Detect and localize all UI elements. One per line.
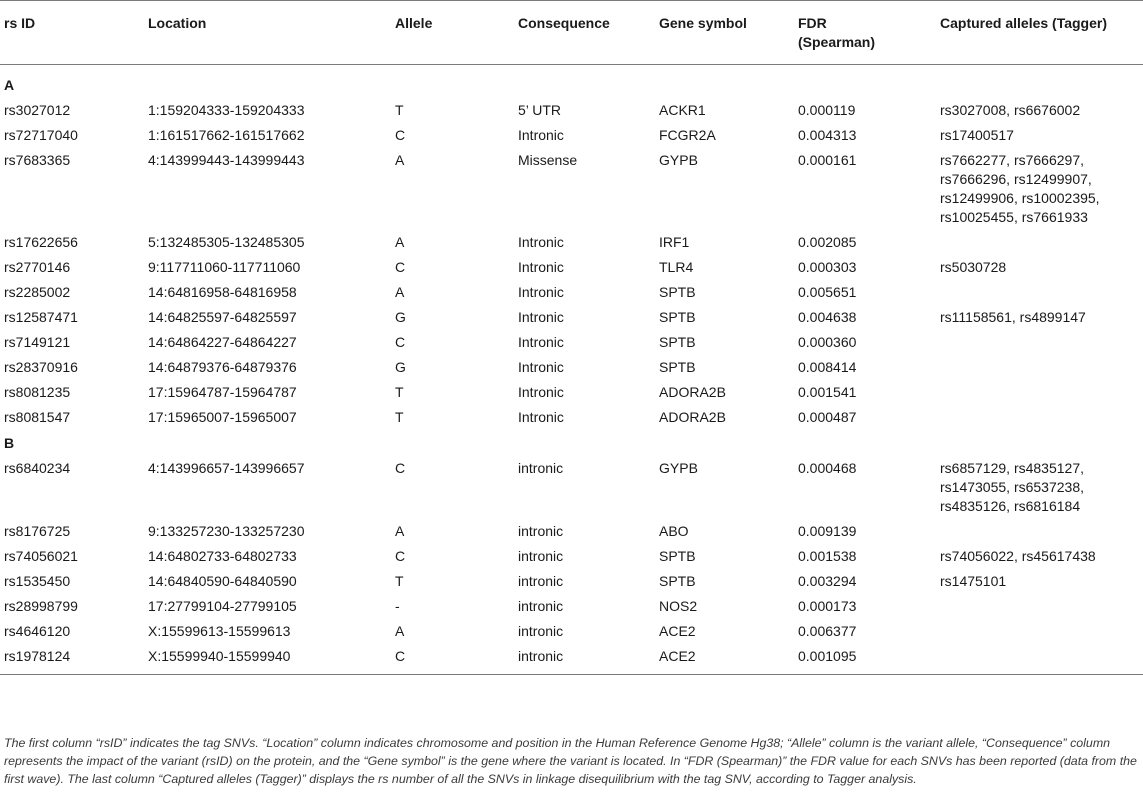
gene-symbol-cell: SPTB (659, 334, 696, 350)
captured-alleles-cell: rs5030728 (940, 259, 1007, 275)
table-row (0, 619, 1143, 644)
gene-symbol-cell: ACE2 (655, 644, 794, 675)
rs-id-cell: rs2770146 (4, 259, 71, 275)
location-cell: 4:143999443-143999443 (148, 152, 305, 168)
table-row (0, 405, 1143, 430)
consequence-cell: intronic (518, 598, 564, 614)
location-cell: 17:27799104-27799105 (148, 598, 297, 614)
gene-symbol-cell: SPTB (659, 573, 696, 589)
rs-id-cell: rs17622656 (4, 234, 78, 250)
consequence-cell: intronic (518, 523, 564, 539)
allele-cell: T (395, 384, 404, 400)
table-caption: The first column “rsID” indicates the tag SNVs. “Location” column indicates chromosome and position in the Human Reference Genome Hg38; “Allele” column is the variant allele, “Consequence” column represents the impact of the variant (rsID) on the protein, and the “Gene symbol” is the gene where the variant is located. In “FDR (Spearman)” the FDR value for each SNVs has been reported (data from the first wave). The last column “Captured alleles (Tagger)” displays the rs number of all the SNVs in linkage disequilibrium with the tag SNV, according to Tagger analysis. (4, 736, 1137, 787)
consequence-cell: Intronic (518, 259, 564, 275)
gene-symbol-cell: ABO (659, 523, 689, 539)
header-location: Location (144, 1, 391, 65)
table-row (0, 644, 1143, 675)
allele-cell: T (395, 409, 404, 425)
captured-alleles-cell: rs3027008, rs6676002 (940, 102, 1081, 118)
fdr-cell: 0.002085 (798, 234, 857, 250)
header-gene-symbol: Gene symbol (655, 1, 794, 65)
allele-cell: T (395, 102, 404, 118)
rs-id-cell: rs6840234 (4, 460, 71, 476)
rs-id-cell: rs1978124 (0, 644, 144, 675)
fdr-cell: 0.003294 (798, 573, 857, 589)
location-cell: 9:117711060-117711060 (148, 259, 301, 275)
captured-alleles-cell (936, 280, 1143, 305)
gene-symbol-cell: ADORA2B (659, 384, 726, 400)
allele-cell: A (395, 234, 405, 250)
rs-id-cell: rs28998799 (4, 598, 78, 614)
captured-alleles-cell (936, 619, 1143, 644)
table-row (0, 355, 1143, 380)
gene-symbol-cell: SPTB (659, 309, 696, 325)
fdr-cell: 0.006377 (798, 623, 857, 639)
allele-cell: A (395, 623, 405, 639)
fdr-cell: 0.000468 (798, 460, 857, 476)
consequence-cell: intronic (518, 573, 564, 589)
gene-symbol-cell: TLR4 (659, 259, 694, 275)
consequence-cell: 5’ UTR (518, 102, 562, 118)
table-row (0, 305, 1143, 330)
location-cell: 14:64825597-64825597 (148, 309, 297, 325)
rs-id-cell: rs2285002 (4, 284, 71, 300)
captured-alleles-cell: rs74056022, rs45617438 (940, 548, 1096, 564)
gene-symbol-cell: IRF1 (659, 234, 690, 250)
header-consequence: Consequence (514, 1, 655, 65)
fdr-cell: 0.001541 (798, 384, 857, 400)
fdr-cell: 0.004313 (798, 127, 857, 143)
location-cell: 17:15965007-15965007 (148, 409, 297, 425)
allele-cell: T (395, 573, 404, 589)
consequence-cell: Intronic (518, 127, 564, 143)
fdr-cell: 0.000173 (798, 598, 857, 614)
location-cell: 5:132485305-132485305 (148, 234, 305, 250)
captured-alleles-cell (936, 230, 1143, 255)
fdr-cell: 0.001095 (794, 644, 936, 675)
table-row (0, 98, 1143, 123)
consequence-cell: Intronic (518, 234, 564, 250)
table-row (0, 148, 1143, 230)
rs-id-cell: rs8081235 (4, 384, 71, 400)
allele-cell: C (395, 548, 406, 564)
consequence-cell: intronic (518, 460, 564, 476)
gene-symbol-cell: ACE2 (659, 623, 696, 639)
captured-alleles-cell (936, 355, 1143, 380)
table-row (0, 330, 1143, 355)
location-cell: 14:64864227-64864227 (148, 334, 297, 350)
fdr-cell: 0.005651 (798, 284, 857, 300)
consequence-cell: intronic (518, 623, 564, 639)
captured-alleles-cell (936, 644, 1143, 675)
rs-id-cell: rs8081547 (4, 409, 71, 425)
fdr-cell: 0.009139 (798, 523, 857, 539)
table-body (0, 65, 1143, 675)
header-captured-alleles: Captured alleles (Tagger) (936, 1, 1143, 65)
allele-cell: A (395, 284, 405, 300)
table-row (0, 569, 1143, 594)
rs-id-cell: rs8176725 (4, 523, 71, 539)
gene-symbol-cell: GYPB (659, 152, 698, 168)
header-row (0, 1, 1143, 65)
location-cell: 14:64816958-64816958 (148, 284, 297, 300)
consequence-cell: Intronic (518, 409, 564, 425)
section-row (0, 65, 1143, 99)
location-cell: X:15599940-15599940 (144, 644, 391, 675)
location-cell: 14:64840590-64840590 (148, 573, 297, 589)
rs-id-cell: rs1535450 (4, 573, 71, 589)
consequence-cell: intronic (514, 644, 655, 675)
allele-cell: C (395, 127, 406, 143)
captured-alleles-cell (936, 380, 1143, 405)
allele-cell: A (395, 152, 405, 168)
allele-cell: A (395, 523, 405, 539)
location-cell: 14:64879376-64879376 (148, 359, 297, 375)
fdr-cell: 0.008414 (798, 359, 857, 375)
captured-alleles-cell (936, 519, 1143, 544)
rs-id-cell: rs74056021 (4, 548, 78, 564)
captured-alleles-cell (936, 405, 1143, 430)
fdr-cell: 0.000303 (798, 259, 857, 275)
captured-alleles-cell: rs7662277, rs7666297, rs7666296, rs12499907, rs12499906, rs10002395, rs10025455, rs7661933 (940, 152, 1100, 225)
table-row (0, 594, 1143, 619)
gene-symbol-cell: SPTB (659, 284, 696, 300)
table-row (0, 230, 1143, 255)
gene-symbol-cell: ACKR1 (659, 102, 706, 118)
location-cell: X:15599613-15599613 (148, 623, 291, 639)
consequence-cell: Intronic (518, 309, 564, 325)
rs-id-cell: rs28370916 (4, 359, 78, 375)
rs-id-cell: rs7149121 (4, 334, 71, 350)
allele-cell: C (395, 460, 406, 476)
gene-symbol-cell: NOS2 (659, 598, 698, 614)
header-allele: Allele (391, 1, 514, 65)
fdr-cell: 0.000161 (798, 152, 857, 168)
fdr-cell: 0.004638 (798, 309, 857, 325)
allele-cell: C (391, 644, 514, 675)
header-fdr: FDR (Spearman) (794, 1, 936, 65)
rs-id-cell: rs4646120 (4, 623, 71, 639)
consequence-cell: intronic (518, 548, 564, 564)
table-row (0, 380, 1143, 405)
consequence-cell: Intronic (518, 334, 564, 350)
gene-symbol-cell: GYPB (659, 460, 698, 476)
location-cell: 4:143996657-143996657 (148, 460, 305, 476)
gene-symbol-cell: SPTB (659, 548, 696, 564)
fdr-cell: 0.001538 (798, 548, 857, 564)
location-cell: 1:159204333-159204333 (148, 102, 305, 118)
section-label: A (4, 77, 15, 93)
table-row (0, 519, 1143, 544)
allele-cell: C (395, 259, 406, 275)
table-row (0, 280, 1143, 305)
location-cell: 14:64802733-64802733 (148, 548, 297, 564)
fdr-cell: 0.000360 (798, 334, 857, 350)
consequence-cell: Intronic (518, 384, 564, 400)
allele-cell: - (395, 598, 400, 614)
consequence-cell: Intronic (518, 359, 564, 375)
header-rs-id: rs ID (0, 1, 144, 65)
table-row (0, 255, 1143, 280)
gene-symbol-cell: ADORA2B (659, 409, 726, 425)
allele-cell: G (395, 359, 406, 375)
rs-id-cell: rs3027012 (4, 102, 71, 118)
captured-alleles-cell (936, 594, 1143, 619)
table-row (0, 123, 1143, 148)
fdr-cell: 0.000119 (798, 102, 856, 118)
table-row (0, 544, 1143, 569)
captured-alleles-cell: rs6857129, rs4835127, rs1473055, rs6537238, rs4835126, rs6816184 (940, 460, 1084, 514)
table-header (0, 1, 1143, 65)
allele-cell: G (395, 309, 406, 325)
section-label: B (4, 435, 15, 451)
captured-alleles-cell: rs11158561, rs4899147 (940, 309, 1086, 325)
consequence-cell: Missense (518, 152, 578, 168)
rs-id-cell: rs12587471 (4, 309, 78, 325)
location-cell: 9:133257230-133257230 (148, 523, 305, 539)
consequence-cell: Intronic (518, 284, 564, 300)
rs-id-cell: rs72717040 (4, 127, 78, 143)
captured-alleles-cell: rs1475101 (940, 573, 1007, 589)
location-cell: 17:15964787-15964787 (148, 384, 297, 400)
table-row (0, 456, 1143, 519)
gene-symbol-cell: FCGR2A (659, 127, 716, 143)
rs-id-cell: rs7683365 (4, 152, 71, 168)
fdr-cell: 0.000487 (798, 409, 857, 425)
gene-symbol-cell: SPTB (659, 359, 696, 375)
allele-cell: C (395, 334, 406, 350)
captured-alleles-cell: rs17400517 (940, 127, 1014, 143)
section-row (0, 430, 1143, 456)
location-cell: 1:161517662-161517662 (148, 127, 305, 143)
captured-alleles-cell (936, 330, 1143, 355)
